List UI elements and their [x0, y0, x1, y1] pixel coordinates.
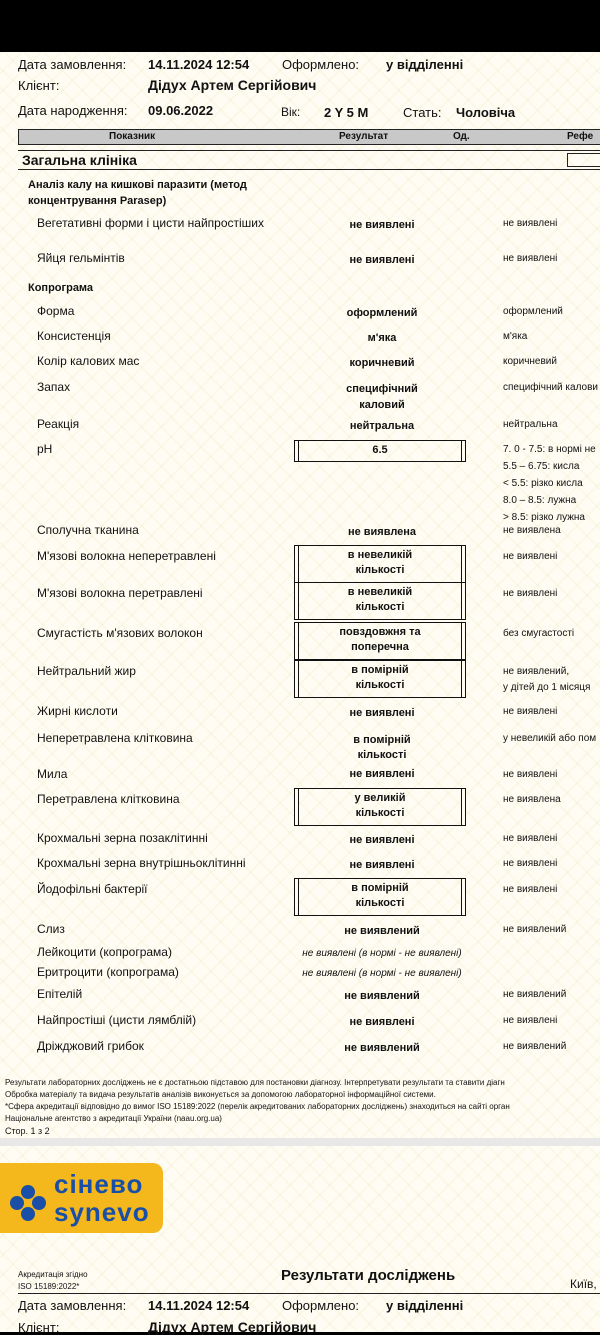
birth-date: 09.06.2022 — [148, 103, 214, 118]
col-result: Результат — [339, 131, 389, 142]
birth-label: Дата народження: — [18, 103, 128, 118]
section-box — [567, 153, 600, 167]
client-label: Клієнт: — [18, 78, 60, 93]
col-reference: Рефе — [567, 131, 594, 142]
section-header — [18, 150, 600, 170]
footer-accreditation: *Сфера акредитації відповідно до вимог ISO 15189:2022 (перелік акредитованих лабораторних досліджень) знаходиться на сайті орган — [5, 1102, 510, 1111]
logo-text-cyrillic: сінево — [54, 1169, 144, 1199]
accreditation-line-1: Акредитація згідно — [18, 1270, 88, 1279]
report-page-1: Дата замовлення: 14.11.2024 12:54 Оформлено: у відділенні Клієнт: Дідух Артем Сергійович Дата народження: 09.06.2022 Вік: 2 Y 5 M Стать: Чоловіча Показник Результат Од. Рефе Загальна клініка Аналіз калу на кишкові паразити (метод концентрування Parasep) Вегетативні форми і цисти найпростіших не виявлені не виявлені Яйця гельмінтів не виявлені не виявлені Копрограма Форма оформлений оформлений Консистенція м'яка м'яка Колір калових мас коричневий коричневий Запах специфічний каловий специфічний калови Реакція нейтральна нейтральна pH 6.5 7. 0 - 7.5: в нормі не 5.5 – 6.75: кисла < 5.5: різко кисла 8.0 – 8.5: лужна > 8.5: різко лужна Сполучна тканина не виявлена не виявлена М'язові волокна неперетравлені в невеликій кількості не виявлені М'язові волокна перетравлені в невеликій кількості не виявлені Смугастість м'язових волокон повздовжня та поперечна без смугастості Нейтральний жир в помірній кількості не виявлений, у дітей до 1 місяця Жирні кислоти не виявлені не виявлені Неперетравлена клітковина в помірній кількості у невеликій або пом Мила не виявлені не виявлені Перетравлена клітковина у великій кількості не виявлена Крохмальні зерна позаклітинні не виявлені не виявлені Крохмальні зерна внутрішньоклітинні не виявлені не виявлені Йодофільні бактерії в помірній кількості не виявлені Слиз не виявлений не виявлений Лейкоцити (копрограма) не виявлені (в нормі - не виявлені) Еритроцити (копрограма) не виявлені (в нормі - не виявлені) Епітелій не виявлений не виявлений Найпростіші (цисти лямблій) не виявлені не виявлені Дріжджовий грибок не виявлений не виявлений Результати лабораторних досліджень не є достатньою підставою для постановки діагнозу. Інтерпретувати результати та ставити діагн Обробка матеріалу та видача результатів аналізів виконується за допомогою лабораторної інформаційної системи. *Сфера акредитації відповідно до вимог ISO 15189:2022 (перелік акредитованих лабораторних досліджень) знаходиться на сайті орган Національне агентство з акредитації України (naau.org.ua) Стор. 1 з 2 — [0, 52, 600, 1138]
order-date-p2: 14.11.2024 12:54 — [148, 1298, 250, 1313]
client-name-p2: Дідух Артем Сергійович — [148, 1319, 317, 1335]
client-name: Дідух Артем Сергійович — [148, 77, 317, 93]
synevo-flower-icon — [8, 1183, 48, 1223]
section-title: Загальна клініка — [22, 152, 137, 168]
age-value: 2 Y 5 M — [324, 105, 369, 120]
order-date-label-p2: Дата замовлення: — [18, 1298, 127, 1313]
col-unit: Од. — [453, 131, 470, 142]
registered-value: у відділенні — [386, 57, 464, 72]
age-label: Вік: — [281, 105, 301, 119]
registered-label: Оформлено: — [282, 57, 360, 72]
footer-disclaimer: Результати лабораторних досліджень не є достатньою підставою для постановки діагнозу. Інтерпретувати результати та ставити діагн — [5, 1078, 505, 1087]
sex-value: Чоловіча — [456, 105, 516, 120]
footer-agency: Національне агентство з акредитації України (naau.org.ua) — [5, 1114, 222, 1123]
header-divider — [18, 1293, 600, 1294]
page-number: Стор. 1 з 2 — [5, 1126, 50, 1136]
footer-processing: Обробка матеріалу та видача результатів аналізів виконується за допомогою лабораторної інформаційної системи. — [5, 1090, 436, 1099]
registered-label-p2: Оформлено: — [282, 1298, 360, 1313]
logo-text-latin: synevo — [54, 1197, 150, 1227]
accreditation-line-2: ISO 15189:2022* — [18, 1282, 80, 1291]
synevo-logo — [0, 1163, 163, 1233]
client-label-p2: Клієнт: — [18, 1320, 60, 1335]
results-title: Результати досліджень — [281, 1267, 456, 1284]
order-date: 14.11.2024 12:54 — [148, 57, 250, 72]
sex-label: Стать: — [403, 105, 442, 120]
top-black-bar — [0, 0, 600, 52]
col-indicator: Показник — [109, 131, 156, 142]
city-label: Київ, — [570, 1277, 597, 1291]
table-header — [18, 129, 600, 145]
order-date-label: Дата замовлення: — [18, 57, 127, 72]
page-separator — [0, 1138, 600, 1146]
registered-value-p2: у відділенні — [386, 1298, 464, 1313]
